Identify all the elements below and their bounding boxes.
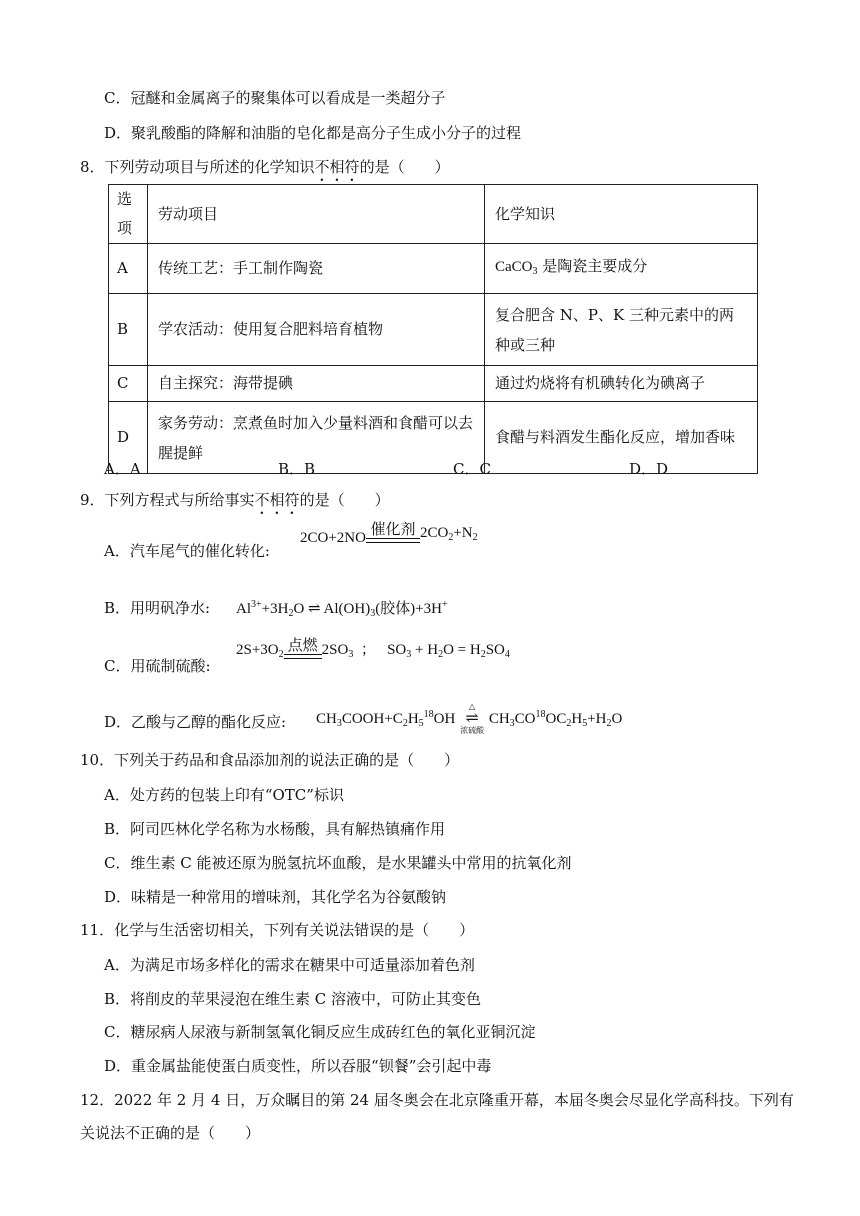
table-header-knowledge: 化学知识 (485, 185, 758, 244)
table-cell-project: 自主探究：海带提碘 (148, 366, 485, 402)
table-cell-project: 学农活动：使用复合肥料培育植物 (148, 294, 485, 366)
q11-option-d: D．重金属盐能使蛋白质变性，所以吞服“钡餐”会引起中毒 (104, 1057, 492, 1075)
table-header-row (109, 185, 758, 244)
q9-option-c-label: C．用硫制硫酸: (104, 657, 211, 675)
table-cell-option: C (109, 366, 148, 402)
table-row (109, 294, 758, 366)
table-cell-option: D (109, 402, 148, 474)
q9-stem: 9．下列方程式与所给事实不相符的是（ ） (80, 491, 390, 509)
table-cell-project: 家务劳动：烹煮鱼时加入少量料酒和食醋可以去腥提鲜 (148, 402, 485, 474)
q10-option-d: D．味精是一种常用的增味剂，其化学名为谷氨酸钠 (104, 888, 447, 906)
table-cell-knowledge: CaCO$_3$ 是陶瓷主要成分 (485, 244, 758, 294)
q8-table (108, 184, 758, 474)
table-row (109, 366, 758, 402)
q9-equation-b: $Al^{3+}+3H_2O$ ⇌ $Al(OH)_3$(胶体)+3H+ (236, 599, 448, 619)
q9-option-d-label: D．乙酸与乙醇的酯化反应: (104, 713, 287, 731)
q10-option-b: B．阿司匹林化学名称为水杨酸，具有解热镇痛作用 (104, 820, 446, 838)
ignite-label: 点燃 (287, 638, 318, 654)
q9-equation-d: $CH_3COOH+C_2H_5^{18}OH$ △ ⇌ 浓硫酸 $CH_3CO^{18}OC_2H_5+H_2O$ (316, 702, 623, 735)
catalyst-label: 催化剂 (370, 522, 416, 538)
table-cell-project: 传统工艺：手工制作陶瓷 (148, 244, 485, 294)
q9-option-b-label: B．用明矾净水: (104, 599, 211, 617)
q7-option-c: C．冠醚和金属离子的聚集体可以看成是一类超分子 (104, 89, 446, 107)
q10-option-a: A．处方药的包装上印有“OTC”标识 (104, 786, 344, 804)
q9-equation-a: 2CO+2NO 催化剂 $2CO_2+N_2$ (300, 522, 478, 546)
reversible-arrow-icon: △ ⇌ 浓硫酸 (460, 702, 485, 735)
table-header-option: 选项 (109, 185, 148, 244)
equals-bar (284, 654, 322, 659)
equals-bar (366, 538, 420, 543)
q11-option-a: A．为满足市场多样化的需求在糖果中可适量添加着色剂 (104, 956, 475, 974)
table-cell-option: A (109, 244, 148, 294)
q11-option-b: B．将削皮的苹果浸泡在维生素 C 溶液中，可防止其变色 (104, 990, 482, 1008)
q12-stem-line1: 12．2022 年 2 月 4 日，万众瞩目的第 24 届冬奥会在北京隆重开幕，本届冬奥会尽显化学高科技。下列有 (80, 1091, 794, 1109)
q11-option-c: C．糖尿病人尿液与新制氢氧化铜反应生成砖红色的氧化亚铜沉淀 (104, 1023, 536, 1041)
q8-answer-a: A．A (104, 460, 141, 478)
table-cell-option: B (109, 294, 148, 366)
q12-stem-line2: 关说法不正确的是（ ） (80, 1124, 261, 1142)
table-header-project: 劳动项目 (148, 185, 485, 244)
table-cell-knowledge: 复合肥含 N、P、K 三种元素中的两种或三种 (485, 294, 758, 366)
q8-answer-c: C．C (453, 460, 491, 478)
q9-equation-c: $2S+3O_2$ 点燃 $2SO_3$ ； $SO_3 + H_2O = H_2SO_4$ (236, 638, 510, 660)
q8-answer-b: B．B (278, 460, 316, 478)
table-row (109, 244, 758, 294)
q8-stem: 8．下列劳动项目与所述的化学知识不相符的是（ ） (80, 158, 450, 176)
q10-option-c: C．维生素 C 能被还原为脱氢抗坏血酸，是水果罐头中常用的抗氧化剂 (104, 854, 572, 872)
q7-option-d: D．聚乳酸酯的降解和油脂的皂化都是高分子生成小分子的过程 (104, 124, 522, 142)
q11-stem: 11．化学与生活密切相关，下列有关说法错误的是（ ） (80, 921, 475, 939)
q9-option-a-label: A．汽车尾气的催化转化: (104, 542, 270, 560)
q10-stem: 10．下列关于药品和食品添加剂的说法正确的是（ ） (80, 751, 460, 769)
reversible-arrow-icon: ⇌ (308, 601, 321, 617)
caco3-formula: CaCO$_3$ (495, 258, 538, 277)
q8-answer-d: D．D (629, 460, 669, 478)
table-cell-knowledge: 食醋与料酒发生酯化反应，增加香味 (485, 402, 758, 474)
table-cell-knowledge: 通过灼烧将有机碘转化为碘离子 (485, 366, 758, 402)
